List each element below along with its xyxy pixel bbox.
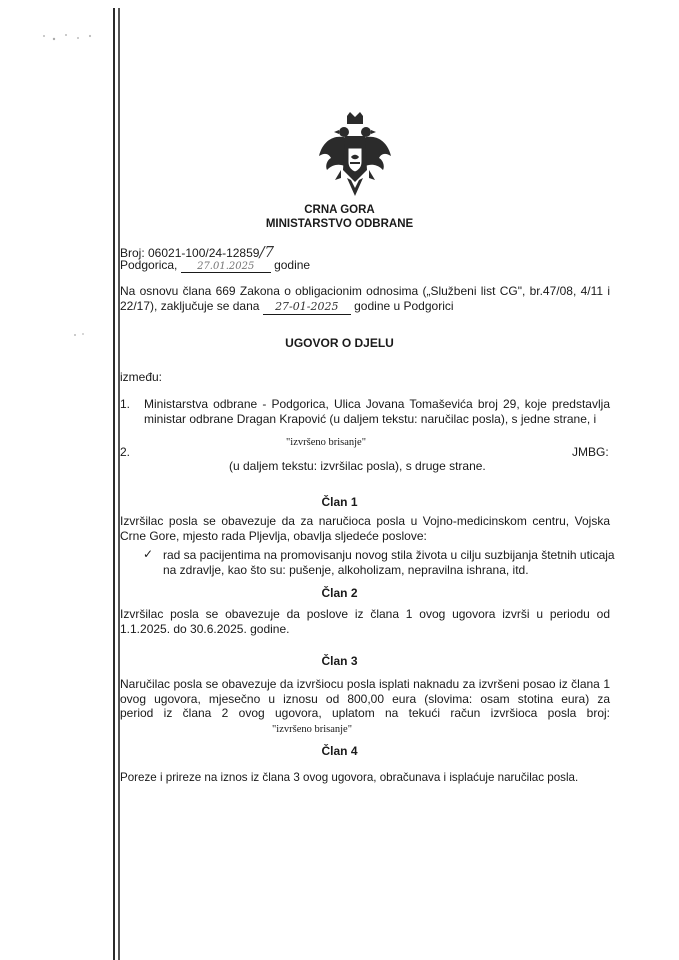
scan-noise-top-left <box>40 30 100 46</box>
party-2-redacted: "izvršeno brisanje" <box>286 437 367 448</box>
clan-2-paragraph <box>120 607 610 636</box>
intro-line-2-before: 22/17), zaključuje se dana <box>120 298 260 313</box>
party-1-line-2: ministar odbrane Dragan Krapović (u daljem tekstu: naručilac posla), s jedne strane, i <box>144 411 597 426</box>
header-country: CRNA GORA <box>304 204 375 216</box>
clan-1-bullet <box>163 548 615 577</box>
clan-4-line-1: Poreze i prireze na iznos iz člana 3 ovog ugovora, obračunava i isplaćuje naručilac posla. <box>120 771 579 784</box>
intro-line-2-after: godine u Podgorici <box>354 298 454 313</box>
clan-3-line-3: period iz člana 2 ovog ugovora, uplatom na tekući račun izvršioca posla broj: <box>120 706 610 720</box>
clan-3-paragraph <box>120 677 610 721</box>
party-1-line-1: Ministarstva odbrane - Podgorica, Ulica Jovana Tomaševića broj 29, koje predstavlja <box>144 397 610 411</box>
clan-1-paragraph <box>120 514 610 543</box>
clan-2-line-2: 1.1.2025. do 30.6.2025. godine. <box>120 621 290 636</box>
clan-3-line-1: Naručilac posla se obavezuje da izvršiocu posla isplati naknadu za izvršeni posao iz člana 1 <box>120 677 610 691</box>
scan-margin-line-left <box>113 8 115 960</box>
coat-of-arms-emblem <box>317 112 393 198</box>
scan-margin-line-right <box>118 8 120 960</box>
intro-line-2 <box>120 299 610 316</box>
contract-date-handwritten: 27-01-2025 <box>263 300 351 316</box>
clan-1-bullet-line-2: na zdravlje, kao što su: pušenje, alkoholizam, nepravilna ishrana, itd. <box>163 562 529 577</box>
clan-3-redacted: "izvršeno brisanje" <box>272 724 353 735</box>
place-date-godine: godine <box>274 258 311 272</box>
clan-3-heading: Član 3 <box>321 654 358 668</box>
intro-line-1: Na osnovu člana 669 Zakona o obligacionim odnosima („Službeni list CG", br.47/08, 4/11 i <box>120 284 610 298</box>
party-2-number: 2. <box>120 445 131 459</box>
party-1-text <box>144 397 610 426</box>
clan-1-line-2: Crne Gore, mjesto rada Pljevlja, obavlja sljedeće poslove: <box>120 528 427 543</box>
clan-3-line-2: ovog ugovora, mjesečno u iznosu od 800,00 eura (slovima: osam stotina eura) za <box>120 691 610 706</box>
reference-number-handwritten: /7 <box>259 243 275 261</box>
clan-4-heading: Član 4 <box>321 744 358 758</box>
party-1-number: 1. <box>120 397 131 411</box>
clan-2-line-1: Izvršilac posla se obavezuje da poslove iz člana 1 ovog ugovora izvrši u periodu od <box>120 607 610 621</box>
place-date-handwritten: 27.01.2025 <box>181 261 271 273</box>
contract-title: UGOVOR O DJELU <box>285 336 394 350</box>
header-ministry: MINISTARSTVO ODBRANE <box>265 218 414 230</box>
party-2-line-2: (u daljem tekstu: izvršilac posla), s druge strane. <box>229 459 486 473</box>
clan-1-heading: Član 1 <box>321 495 358 509</box>
intro-paragraph <box>120 284 610 315</box>
reference-number-text: Broj: 06021-100/24-12859 <box>120 246 260 260</box>
scan-speckle <box>40 30 100 44</box>
place-date-line <box>120 258 310 273</box>
clan-2-heading: Član 2 <box>321 586 358 600</box>
checkmark-icon: ✓ <box>143 547 154 561</box>
clan-1-bullet-line-1: rad sa pacijentima na promovisanju novog stila života u cilju suzbijanja štetnih uticaja <box>163 548 615 562</box>
clan-1-line-1: Izvršilac posla se obavezuje da za naručioca posla u Vojno-medicinskom centru, Vojska <box>120 514 610 528</box>
between-label: između: <box>120 370 163 384</box>
party-2-jmbg-label: JMBG: <box>572 445 609 459</box>
place-text: Podgorica, <box>120 258 178 272</box>
